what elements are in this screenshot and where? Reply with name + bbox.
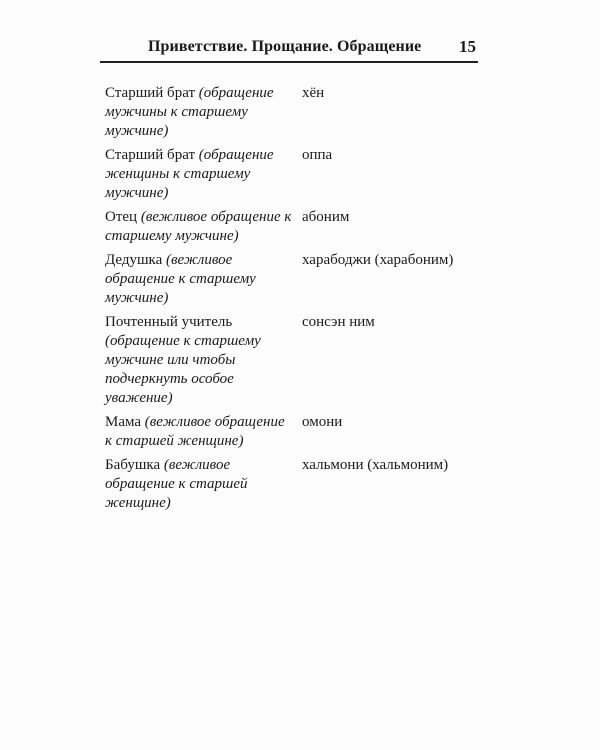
header-rule [100, 61, 478, 63]
term-note: (вежливое обращение к старшей женщине) [105, 414, 285, 449]
korean-translation: абоним [302, 209, 350, 225]
russian-term [105, 208, 295, 246]
term-note: (обращение к старшему мужчине или чтобы подчеркнуть особое уважение) [105, 333, 261, 406]
phrase-entry [105, 208, 485, 246]
term-word: Мама [105, 414, 142, 430]
russian-term [105, 146, 295, 203]
korean-translation: харабоджи (харабоним) [302, 252, 454, 268]
page-number: 15 [459, 37, 476, 56]
term-note: (вежливое обращение к старшему мужчине) [105, 209, 292, 244]
header-title: Приветствие. Прощание. Обращение [148, 38, 422, 55]
phrase-entry [105, 413, 485, 451]
russian-term [105, 413, 295, 451]
running-header [100, 38, 478, 60]
phrase-entry [105, 456, 485, 513]
korean-translation: хальмони (хальмоним) [302, 457, 449, 473]
term-word: Бабушка [105, 457, 161, 473]
phrase-entry [105, 146, 485, 203]
term-word: Отец [105, 209, 138, 225]
korean-translation: сонсэн ним [302, 314, 375, 330]
term-note: (вежливое обращение к старшей женщине) [105, 457, 248, 511]
phrase-entry [105, 251, 485, 308]
russian-term [105, 456, 295, 513]
term-note: (обращение мужчины к старшему мужчине) [105, 85, 274, 139]
russian-term [105, 251, 295, 308]
korean-translation: оппа [302, 147, 333, 163]
phrase-entry [105, 84, 485, 141]
term-word: Дедушка [105, 252, 163, 268]
term-word: Почтенный учитель [105, 314, 233, 330]
term-word: Старший брат [105, 147, 196, 163]
russian-term [105, 313, 295, 408]
term-note: (вежливое обращение к старшему мужчине) [105, 252, 256, 306]
term-word: Старший брат [105, 85, 196, 101]
korean-translation: омони [302, 414, 343, 430]
phrase-list [105, 84, 485, 518]
term-note: (обращение женщины к старшему мужчине) [105, 147, 274, 201]
russian-term [105, 84, 295, 141]
korean-translation: хён [302, 85, 325, 101]
phrase-entry [105, 313, 485, 408]
